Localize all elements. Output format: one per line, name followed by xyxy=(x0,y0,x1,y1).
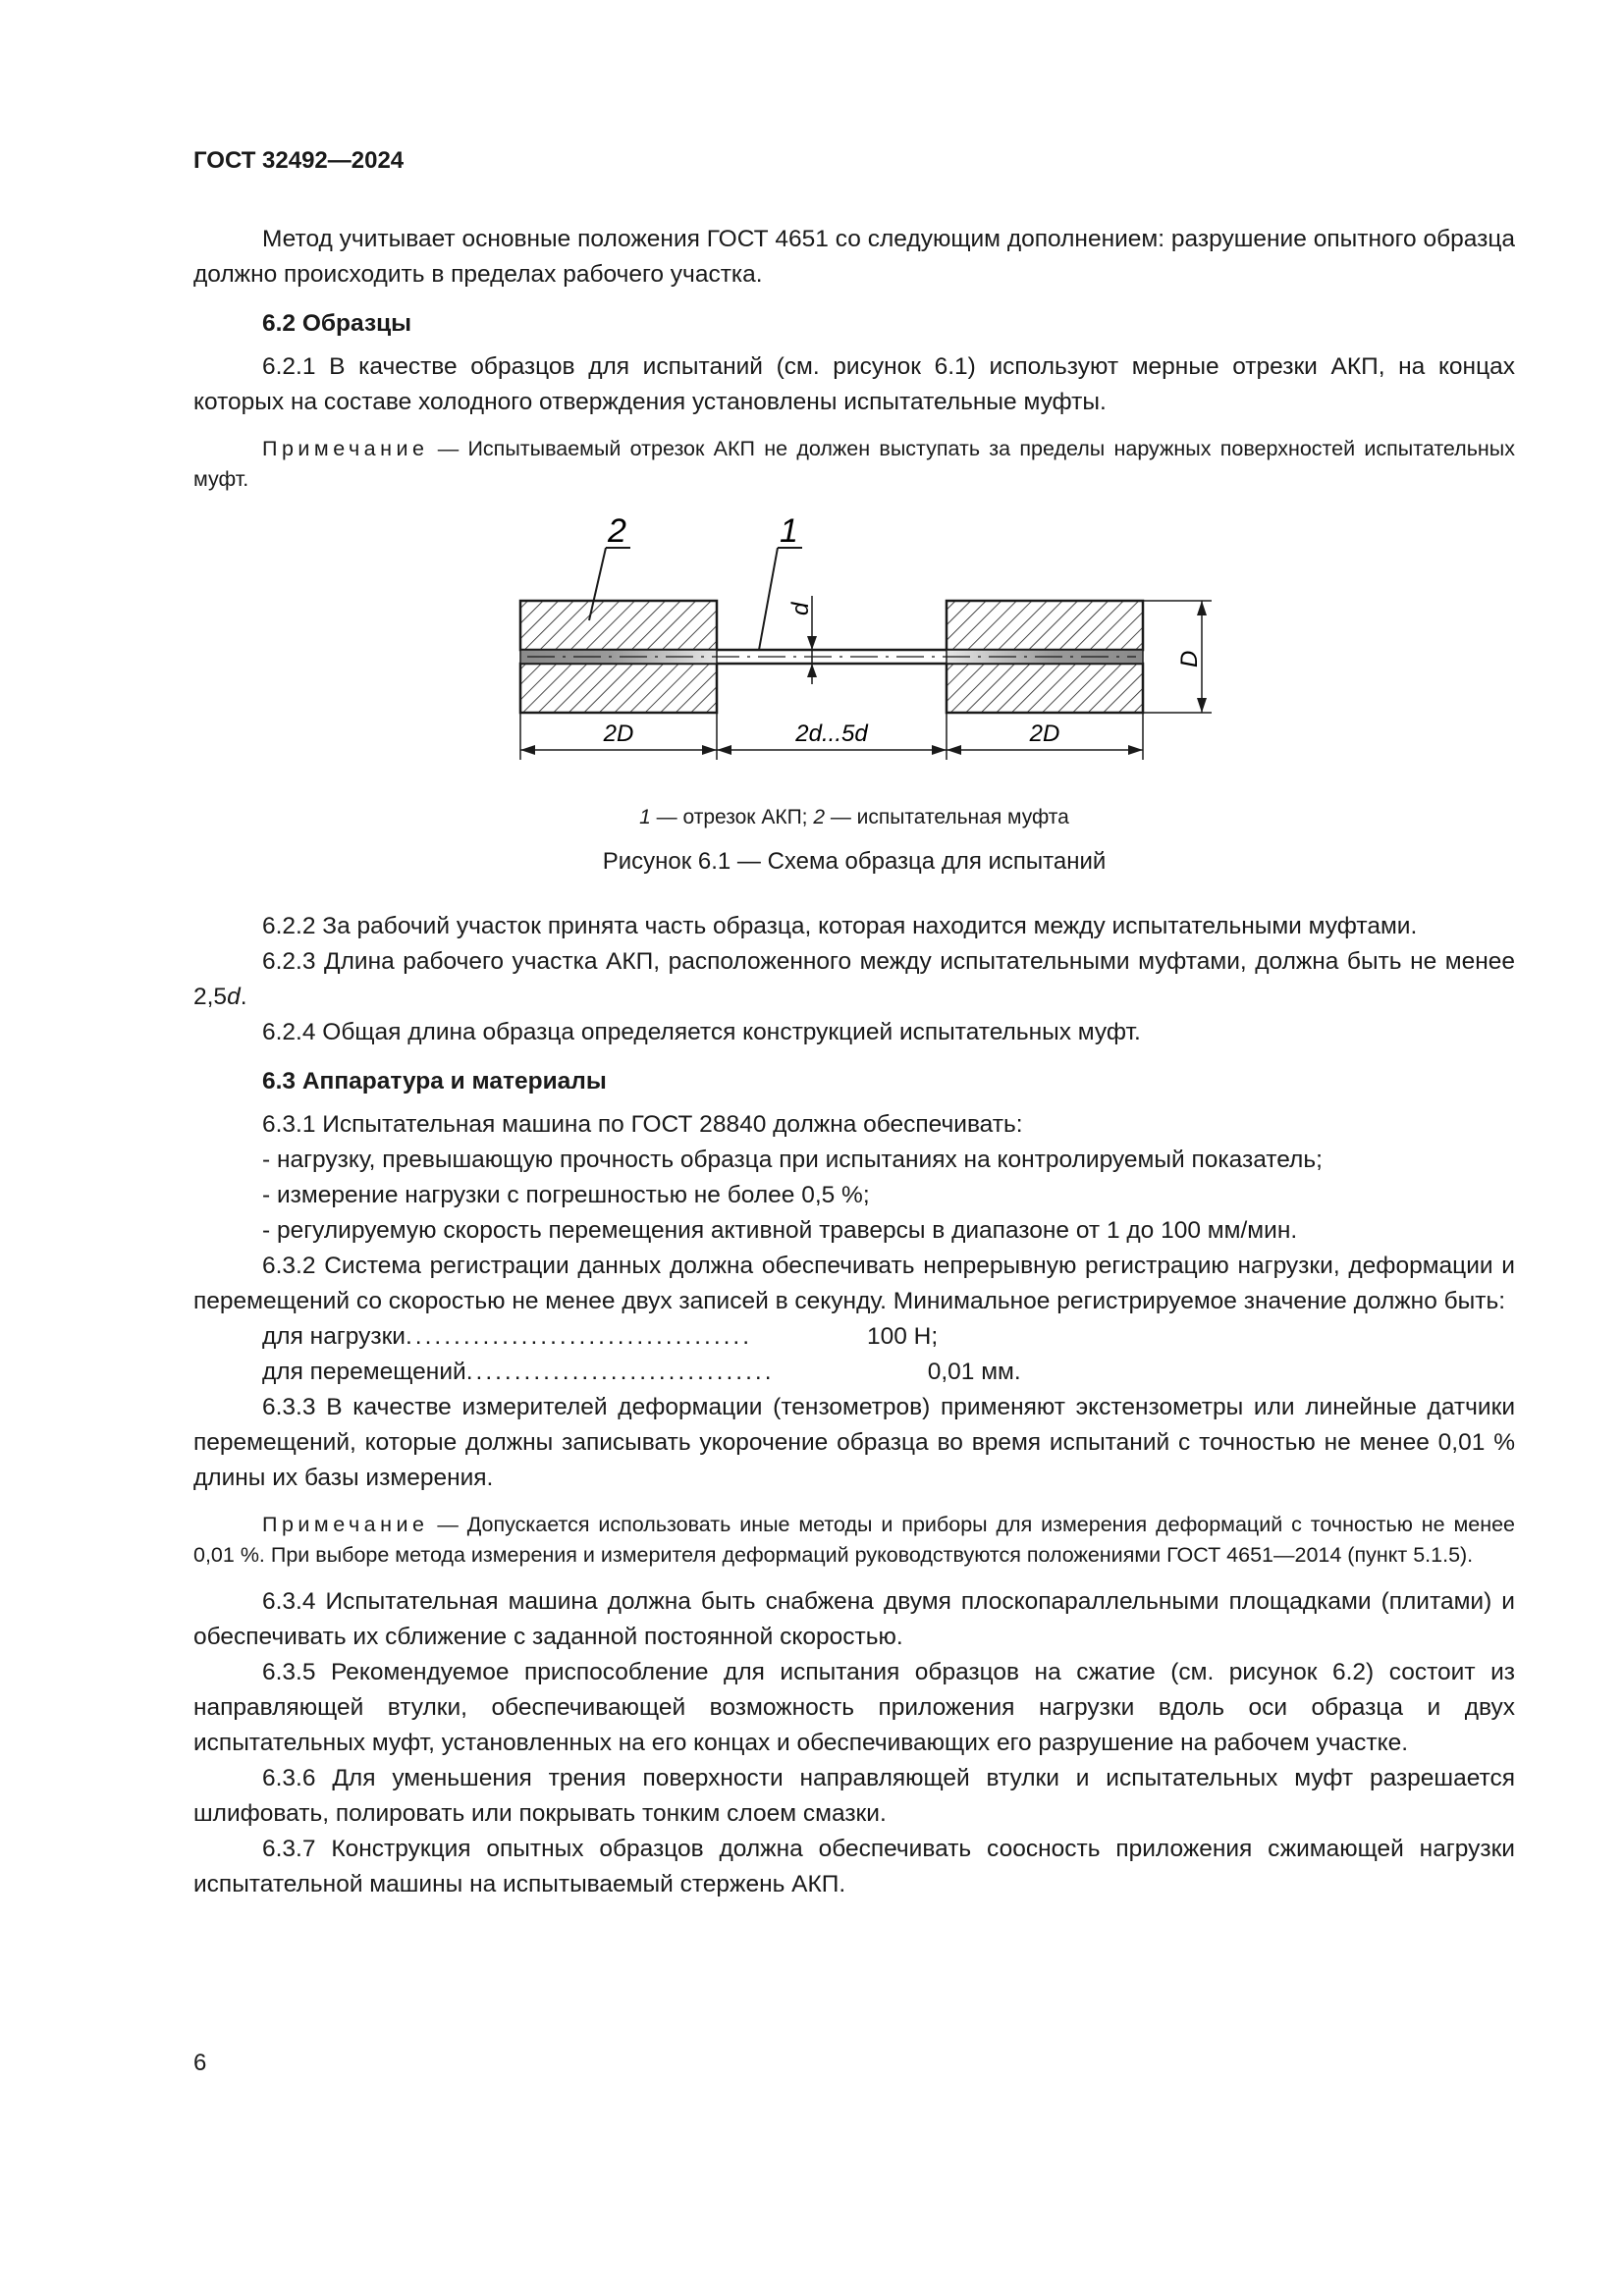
paragraph-6-2-1: 6.2.1 В качестве образцов для испытаний (см. рисунок 6.1) используют мерные отрезки АКП, на концах которых на составе холодного отверждения установлены испытательные муфты. xyxy=(193,353,1515,415)
svg-text:2d...5d: 2d...5d xyxy=(795,721,868,747)
paragraph-6-2-2: 6.2.2 За рабочий участок принята часть образца, которая находится между испытательными муфтами. xyxy=(262,913,1418,939)
paragraph-6-3-1: 6.3.1 Испытательная машина по ГОСТ 28840 должна обеспечивать: xyxy=(262,1111,1023,1138)
note-label: Примечание xyxy=(262,1513,429,1536)
svg-text:d: d xyxy=(787,602,814,615)
paragraph-6-3-5: 6.3.5 Рекомендуемое приспособление для испытания образцов на сжатие (см. рисунок 6.2) состоит из направляющей втулки, обеспечивающей возможность приложения нагрузки вдоль оси образца и двух испытательных муфт, установленных на его концах и обеспечивающих его разрушение на рабочем участке. xyxy=(193,1659,1515,1756)
dimension-d xyxy=(787,596,817,684)
section-heading-6-3: 6.3 Аппаратура и материалы xyxy=(262,1068,607,1095)
dimension-big-d xyxy=(1143,601,1212,713)
note-label: Примечание xyxy=(262,437,429,460)
paragraph-6-3-3: 6.3.3 В качестве измерителей деформации (тензометров) применяют экстензометры или линейные датчики перемещений, которые должны записывать укорочение образца во время испытаний с точностью не менее 0,01 % длины их базы измерения. xyxy=(193,1394,1515,1491)
paragraph-6-2-3: 6.2.3 Длина рабочего участка АКП, расположенного между испытательными муфтами, должна быть не менее 2,5d. xyxy=(193,948,1515,1010)
figure-legend: 1 — отрезок АКП; 2 — испытательная муфта xyxy=(639,806,1069,828)
svg-text:2D: 2D xyxy=(603,721,634,747)
page-content xyxy=(193,222,1515,1902)
figure-6-1 xyxy=(193,503,1515,895)
figure-caption: Рисунок 6.1 — Схема образца для испытаний xyxy=(602,848,1107,875)
intro-paragraph: Метод учитывает основные положения ГОСТ 4651 со следующим дополнением: разрушение опытного образца должно происходить в пределах рабочего участка. xyxy=(193,226,1515,288)
page-number: 6 xyxy=(193,2050,207,2076)
paragraph-6-3-4: 6.3.4 Испытательная машина должна быть снабжена двумя плоскопараллельными площадками (плитами) и обеспечивать их сближение с заданной постоянной скоростью. xyxy=(193,1588,1515,1650)
note-text: — Допускается использовать иные методы и приборы для измерения деформаций с точностью не менее 0,01 %. При выборе метода измерения и измерителя деформаций руководствуются положениями ГОСТ 4651—2014 (пункт 5.1.5). xyxy=(193,1513,1515,1567)
svg-text:2D: 2D xyxy=(1029,721,1060,747)
svg-text:1: 1 xyxy=(780,512,798,550)
svg-text:D: D xyxy=(1176,650,1203,667)
value-row-displacement: для перемещений ................................ 0,01 мм. xyxy=(262,1359,1021,1385)
svg-text:2: 2 xyxy=(608,512,626,550)
dimension-lengths xyxy=(520,713,1143,760)
paragraph-6-2-4: 6.2.4 Общая длина образца определяется конструкцией испытательных муфт. xyxy=(262,1019,1141,1045)
section-heading-6-2: 6.2 Образцы xyxy=(262,310,412,337)
section-6-3-list xyxy=(193,1107,1515,1319)
list-item: - нагрузку, превышающую прочность образца при испытаниях на контролируемый показатель; xyxy=(262,1147,1323,1173)
list-item: - измерение нагрузки с погрешностью не более 0,5 %; xyxy=(262,1182,870,1208)
paragraph-6-3-7: 6.3.7 Конструкция опытных образцов должна обеспечивать соосность приложения сжимающей нагрузки испытательной машины на испытываемый стержень АКП. xyxy=(193,1836,1515,1897)
callout-1 xyxy=(759,512,802,650)
value-row-load: для нагрузки .................................... 100 Н; xyxy=(262,1323,939,1350)
paragraph-6-3-2: 6.3.2 Система регистрации данных должна обеспечивать непрерывную регистрацию нагрузки, деформации и перемещений со скоростью не менее двух записей в секунду. Минимальное регистрируемое значение должно быть: xyxy=(193,1253,1515,1314)
note-6-3 xyxy=(193,1510,1515,1571)
note-text: — Испытываемый отрезок АКП не должен выступать за пределы наружных поверхностей испытательных муфт. xyxy=(193,437,1515,491)
specimen-diagram xyxy=(488,503,1234,797)
list-item: - регулируемую скорость перемещения активной траверсы в диапазоне от 1 до 100 мм/мин. xyxy=(262,1217,1298,1244)
note-6-2 xyxy=(193,434,1515,495)
paragraph-6-3-6: 6.3.6 Для уменьшения трения поверхности направляющей втулки и испытательных муфт разрешается шлифовать, полировать или покрывать тонким слоем смазки. xyxy=(193,1765,1515,1827)
document-code: ГОСТ 32492—2024 xyxy=(193,147,405,174)
